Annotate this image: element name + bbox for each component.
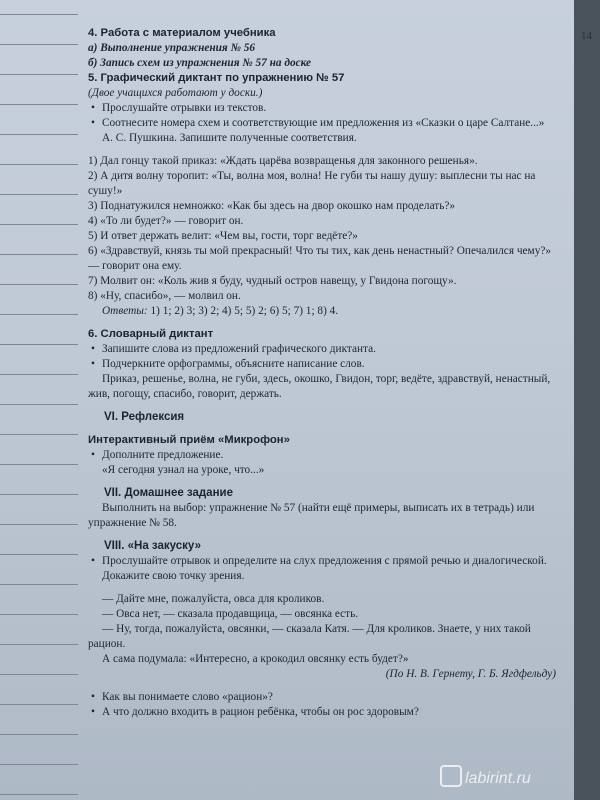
margin-rule-line	[0, 794, 78, 795]
sentence-3: 3) Поднатужился немножко: «Как бы здесь на двор окошко нам проделать?»	[88, 200, 456, 212]
item5-bullet-1: • Прослушайте отрывки из текстов.	[88, 101, 556, 116]
item5-heading: 5. Графический диктант по упражнению № 57	[88, 72, 345, 84]
lesson-content	[88, 26, 556, 720]
sentence-4: 4) «То ли будет?» — говорит он.	[88, 215, 244, 227]
dialogue-line-2: — Овса нет, — сказала продавщица, — овсянка есть.	[102, 608, 359, 620]
dialogue-line-4: А сама подумала: «Интересно, а крокодил овсянку есть будет?»	[102, 653, 409, 665]
item4-b: б) Запись схем из упражнения № 57 на доске	[88, 57, 312, 69]
adjacent-page-edge	[574, 0, 600, 800]
section-6-bullet: • Дополните предложение.	[88, 448, 556, 463]
item6-words: Приказ, решенье, волна, не губи, здесь, окошко, Гвидон, торг, ведёте, здравствуй, ненастный, жив, погощу, спасибо, говорит, держать.	[88, 373, 551, 400]
margin-rule-line	[0, 494, 78, 495]
section-6-heading: VI. Рефлексия	[104, 411, 185, 423]
margin-rule-line	[0, 164, 78, 165]
answers-label: Ответы:	[102, 305, 148, 317]
item6-heading: 6. Словарный диктант	[88, 328, 214, 340]
item4-heading: 4. Работа с материалом учебника	[88, 27, 276, 39]
sentence-1: 1) Дал гонцу такой приказ: «Ждать царёва возвращенья для законного решенья».	[88, 155, 478, 167]
margin-rule-line	[0, 194, 78, 195]
item6-bullet-1: • Запишите слова из предложений графического диктанта.	[88, 342, 556, 357]
margin-rule-line	[0, 284, 78, 285]
margin-rule-line	[0, 14, 78, 15]
margin-rule-line	[0, 314, 78, 315]
labirint-logo-icon	[440, 765, 462, 787]
sentence-2: 2) А дитя волну торопит: «Ты, волна моя, волна! Не губи ты нашу душу: выплесни ты нас на сушу!»	[88, 170, 536, 197]
margin-rule-line	[0, 614, 78, 615]
section-8-bullet: • Прослушайте отрывок и определите на слух предложения с прямой речью и диалогической. Докажите свою точку зрения.	[88, 554, 556, 584]
watermark	[440, 765, 531, 788]
margin-rule-line	[0, 674, 78, 675]
section-7-text: Выполнить на выбор: упражнение № 57 (найти ещё примеры, выписать их в тетрадь) или упражнение № 58.	[88, 502, 535, 529]
citation: (По Н. В. Гернету, Г. Б. Ягдфельду)	[385, 668, 556, 680]
sentence-7: 7) Молвит он: «Коль жив я буду, чудный остров навещу, у Гвидона погощу».	[88, 275, 457, 287]
watermark-text: labirint.ru	[465, 770, 531, 787]
margin-rule-line	[0, 44, 78, 45]
item5-bullet-2: • Соотнесите номера схем и соответствующие им предложения из «Сказки о царе Салтане...» А. С. Пушкина. Запишите полученные соответствия.	[88, 116, 556, 146]
margin-rule-line	[0, 464, 78, 465]
item6-bullet-2: • Подчеркните орфограммы, объясните написание слов.	[88, 357, 556, 372]
left-margin-ruling	[0, 0, 85, 800]
page-number: 14	[581, 30, 592, 42]
section-6-subheading: Интерактивный приём «Микрофон»	[88, 434, 290, 446]
margin-rule-line	[0, 764, 78, 765]
margin-rule-line	[0, 374, 78, 375]
margin-rule-line	[0, 434, 78, 435]
margin-rule-line	[0, 404, 78, 405]
sentence-5: 5) И ответ держать велит: «Чем вы, гости, торг ведёте?»	[88, 230, 358, 242]
section-7-heading: VII. Домашнее задание	[104, 487, 233, 499]
margin-rule-line	[0, 554, 78, 555]
item5-note: (Двое учащихся работают у доски.)	[88, 87, 263, 99]
margin-rule-line	[0, 644, 78, 645]
margin-rule-line	[0, 254, 78, 255]
margin-rule-line	[0, 224, 78, 225]
margin-rule-line	[0, 704, 78, 705]
sentence-8: 8) «Ну, спасибо», — молвил он.	[88, 290, 241, 302]
margin-rule-line	[0, 584, 78, 585]
margin-rule-line	[0, 524, 78, 525]
margin-rule-line	[0, 134, 78, 135]
margin-rule-line	[0, 74, 78, 75]
answers-line	[88, 304, 556, 319]
sentence-6: 6) «Здравствуй, князь ты мой прекрасный! Что ты тих, как день ненастный? Опечалился чему?» — говорит она ему.	[88, 245, 552, 272]
dialogue-line-1: — Дайте мне, пожалуйста, овса для кроликов.	[102, 593, 325, 605]
margin-rule-line	[0, 344, 78, 345]
final-bullet-2: • А что должно входить в рацион ребёнка, чтобы он рос здоровым?	[88, 705, 556, 720]
final-bullet-1: • Как вы понимаете слово «рацион»?	[88, 690, 556, 705]
item4-a: а) Выполнение упражнения № 56	[88, 42, 256, 54]
section-6-quote: «Я сегодня узнал на уроке, что...»	[102, 464, 265, 476]
section-8-heading: VIII. «На закуску»	[104, 540, 201, 552]
margin-rule-line	[0, 734, 78, 735]
dialogue-line-3: — Ну, тогда, пожалуйста, овсянки, — сказала Катя. — Для кроликов. Знаете, у них такой рацион.	[88, 623, 531, 650]
margin-rule-line	[0, 104, 78, 105]
answers-text: 1) 1; 2) 3; 3) 2; 4) 5; 5) 2; 6) 5; 7) 1; 8) 4.	[150, 305, 339, 317]
